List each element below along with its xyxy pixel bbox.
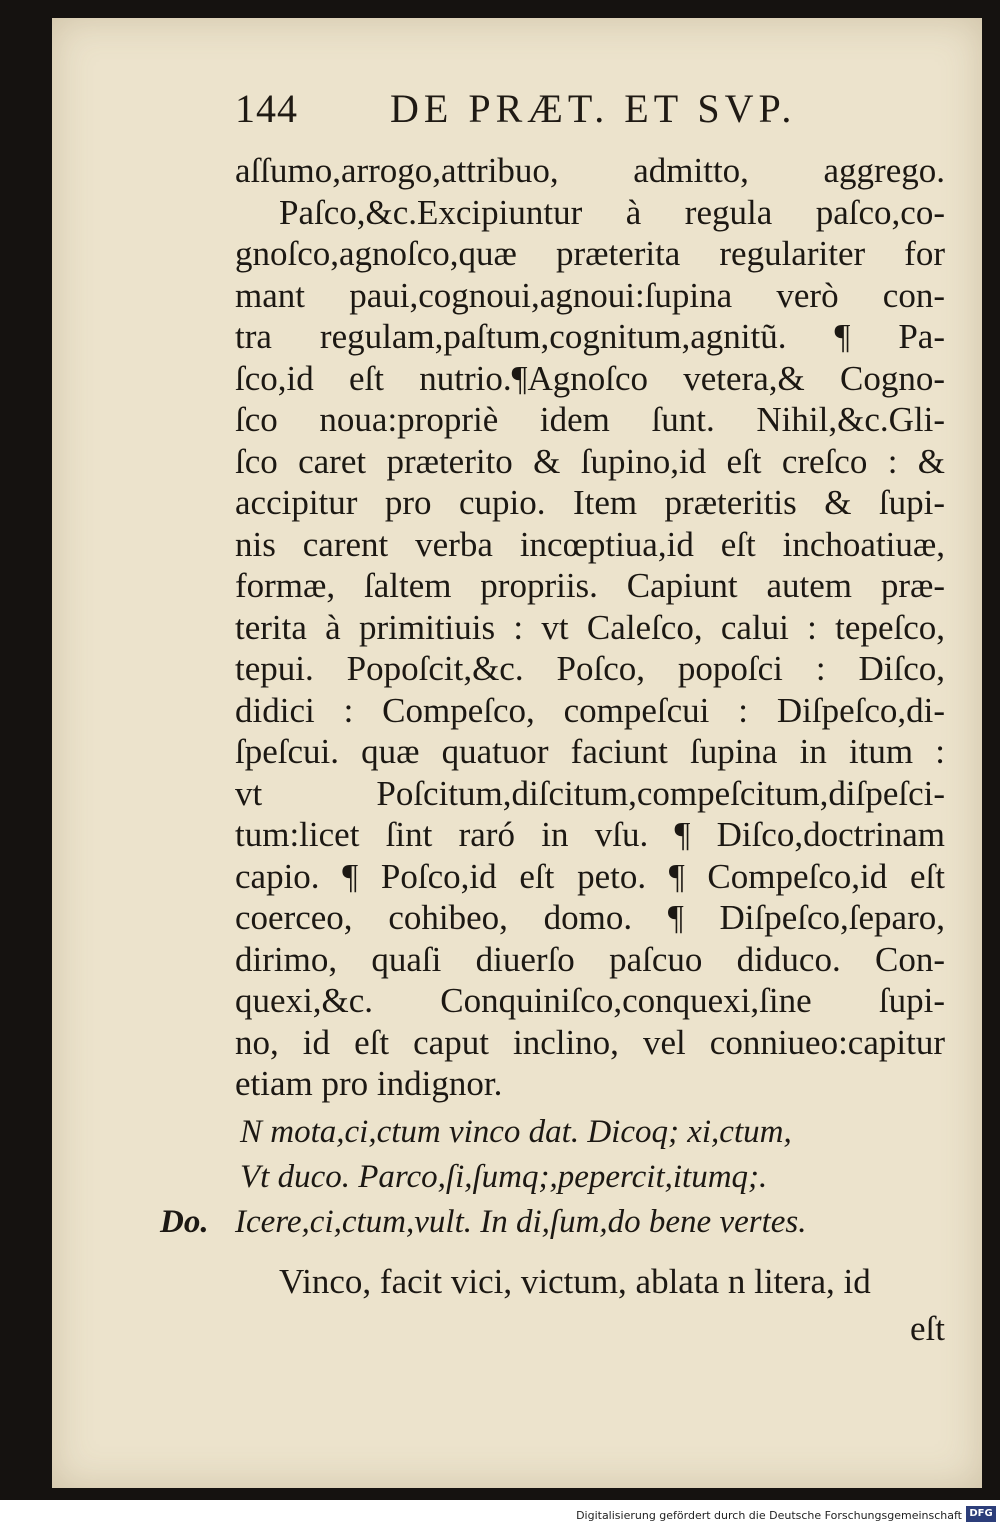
text-line: didici : Compeſco, compeſcui : Diſpeſco,di-: [235, 690, 945, 730]
verse-text: Icere,ci,ctum,vult. In di,ſum,do bene vertes.: [235, 1204, 807, 1240]
page-number: 144: [235, 86, 298, 131]
page-header: [235, 85, 955, 135]
text-line: ſco noua:propriè idem ſunt. Nihil,&c.Gli-: [235, 400, 945, 439]
text-line: formæ, ſaltem propriis. Capiunt autem præ-: [235, 566, 945, 605]
text-line: ſco caret præterito & ſupino,id eſt creſco : &: [235, 441, 945, 481]
verse-text: Vt duco. Parco,ſi,ſumq;,pepercit,itumq;.: [240, 1159, 768, 1195]
text-line: gnoſco,agnoſco,quæ præterita regulariter for: [235, 234, 945, 273]
text-line: nis carent verba incœptiua,id eſt inchoatiuæ,: [235, 524, 945, 564]
text-line: aſſumo,arrogo,attribuo, admitto, aggrego.: [235, 151, 945, 190]
text-line: accipitur pro cupio. Item præteritis & ſupi-: [235, 483, 945, 522]
dfg-logo-icon: DFG: [966, 1506, 996, 1522]
text-line: tum:licet ſint raró in vſu. ¶ Diſco,doctrinam: [235, 815, 945, 854]
text-line: vt Poſcitum,diſcitum,compeſcitum,diſpeſci-: [235, 773, 945, 813]
margin-marker: Do.: [160, 1204, 209, 1240]
text-line: quexi,&c. Conquiniſco,conquexi,ſine ſupi-: [235, 981, 945, 1020]
text-line: etiam pro indignor.: [235, 1064, 503, 1103]
verse-line: [160, 1200, 960, 1245]
running-title: DE PRÆT. ET SVP.: [390, 86, 797, 131]
text-line: Paſco,&c.Excipiuntur à regula paſco,co-: [279, 192, 945, 232]
verse-text: N mota,ci,ctum vinco dat. Dicoq; xi,ctum,: [240, 1114, 792, 1150]
commentary-line: Vinco, facit vici, victum, ablata n litera, id: [279, 1262, 871, 1301]
verse-line: [160, 1155, 960, 1200]
digitization-footer: [0, 1500, 1000, 1527]
verse-block: [160, 1110, 960, 1245]
text-line: tepui. Popoſcit,&c. Poſco, popoſci : Diſco,: [235, 649, 945, 688]
funding-credit: Digitalisierung gefördert durch die Deutsche Forschungsgemeinschaft: [576, 1509, 962, 1522]
commentary-text: [235, 1258, 945, 1352]
text-line: ſpeſcui. quæ quatuor faciunt ſupina in itum :: [235, 732, 945, 771]
text-line: ſco,id eſt nutrio.¶Agnoſco vetera,& Cogno-: [235, 358, 945, 398]
text-line: mant paui,cognoui,agnoui:ſupina verò con-: [235, 275, 945, 315]
catchword: eſt: [910, 1309, 945, 1348]
text-line: no, id eſt caput inclino, vel conniueo:capitur: [235, 1022, 945, 1062]
text-line: tra regulam,paſtum,cognitum,agnitũ. ¶ Pa-: [235, 317, 945, 356]
text-line: capio. ¶ Poſco,id eſt peto. ¶ Compeſco,id eſt: [235, 856, 945, 896]
body-text: [235, 150, 945, 1105]
verse-line: [160, 1110, 960, 1155]
text-line: terita à primitiuis : vt Caleſco, calui : tepeſco,: [235, 607, 945, 647]
text-line: coerceo, cohibeo, domo. ¶ Diſpeſco,ſeparo,: [235, 898, 945, 937]
text-line: dirimo, quaſi diuerſo paſcuo diduco. Con-: [235, 939, 945, 979]
